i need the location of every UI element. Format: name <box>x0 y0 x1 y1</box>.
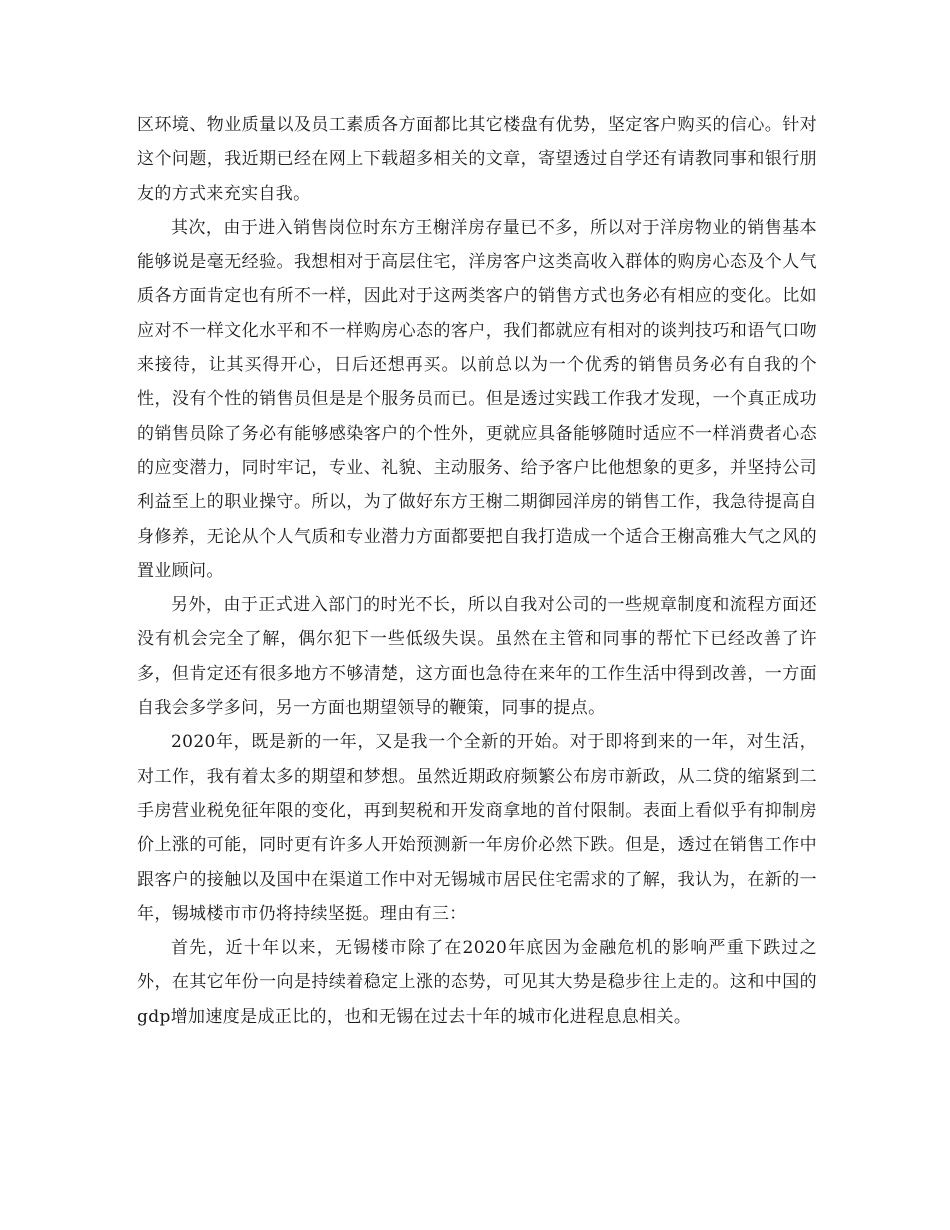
paragraph-company-rules: 另外，由于正式进入部门的时光不长，所以自我对公司的一些规章制度和流程方面还没有机会完全了解，偶尔犯下一些低级失误。虽然在主管和同事的帮忙下已经改善了许多，但肯定还有很多地方不够清楚，这方面也急待在来年的工作生活中得到改善，一方面自我会多学多问，另一方面也期望领导的鞭策，同事的提点。 <box>137 595 817 719</box>
document-page <box>137 108 817 1034</box>
paragraph-new-year: 2020年，既是新的一年，又是我一个全新的开始。对于即将到来的一年，对生活，对工作，我有着太多的期望和梦想。虽然近期政府频繁公布房市新政，从二贷的缩紧到二手房营业税免征年限的变化，再到契税和开发商拿地的首付限制。表面上看似乎有抑制房价上涨的可能，同时更有许多人开始预测新一年房价必然下跌。但是，透过在销售工作中跟客户的接触以及国中在渠道工作中对无锡城市居民住宅需求的了解，我认为，在新的一年，锡城楼市市仍将持续坚挺。理由有三： <box>137 732 817 924</box>
paragraph-sales-experience: 其次，由于进入销售岗位时东方王榭洋房存量已不多，所以对于洋房物业的销售基本能够说是毫无经验。我想相对于高层住宅，洋房客户这类高收入群体的购房心态及个人气质各方面肯定也有所不一样，因此对于这两类客户的销售方式也务必有相应的变化。比如应对不一样文化水平和不一样购房心态的客户，我们都就应有相对的谈判技巧和语气口吻来接待，让其买得开心，日后还想再买。以前总以为一个优秀的销售员务必有自我的个性，没有个性的销售员但是是个服务员而已。但是透过实践工作我才发现，一个真正成功的销售员除了务必有能够感染客户的个性外，更就应具备能够随时适应不一样消费者心态的应变潜力，同时牢记，专业、礼貌、主动服务、给予客户比他想象的更多，并坚持公司利益至上的职业操守。所以，为了做好东方王榭二期御园洋房的销售工作，我急待提高自身修养，无论从个人气质和专业潜力方面都要把自我打造成一个适合王榭高雅大气之风的置业顾问。 <box>137 217 817 581</box>
paragraph-first-reason: 首先，近十年以来，无锡楼市除了在2020年底因为金融危机的影响严重下跌过之外，在其它年份一向是持续着稳定上涨的态势，可见其大势是稳步往上走的。这和中国的gdp增加速度是成正比的，也和无锡在过去十年的城市化进程息息相关。 <box>137 938 817 1027</box>
paragraph-continued: 区环境、物业质量以及员工素质各方面都比其它楼盘有优势，坚定客户购买的信心。针对这个问题，我近期已经在网上下载超多相关的文章，寄望透过自学还有请教同事和银行朋友的方式来充实自我。 <box>137 115 817 204</box>
